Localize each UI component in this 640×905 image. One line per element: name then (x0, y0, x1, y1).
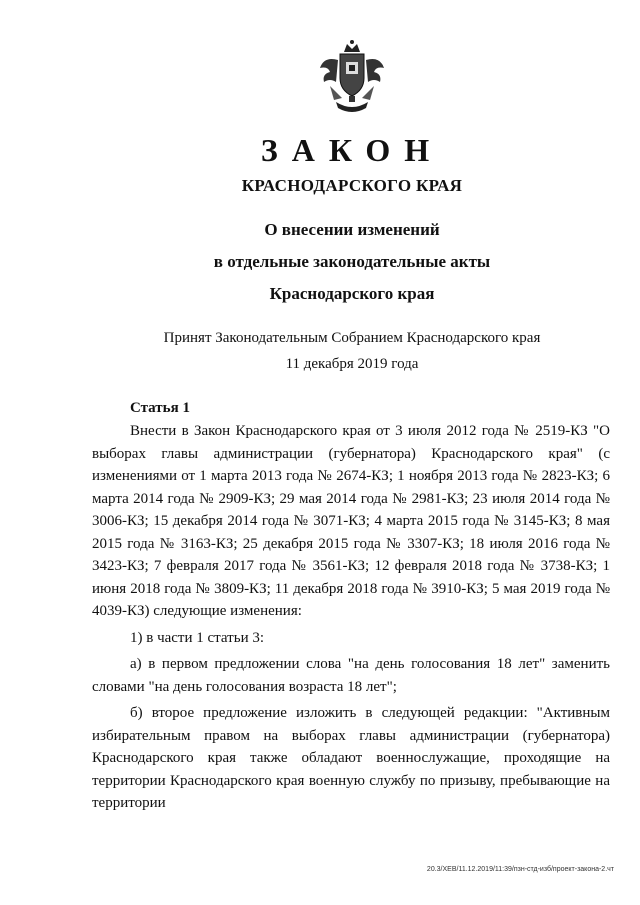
adoption-date: 11 декабря 2019 года (285, 356, 419, 372)
document-footer-code: 20.3/ХЕВ/11.12.2019/11:39/пзн-стд-изб/проект-закона-2.чт (426, 866, 614, 873)
law-type-heading: ЗАКОН (260, 132, 444, 168)
article-paragraph-item-b: б) второе предложение изложить в следующей редакции: "Активным избирательным правом на выборах главы администрации (губернатора) Краснодарского края также обладают военнослужащие, проходящие на территории Краснодарского края военную службу по призыву, пребывающие на территории (92, 705, 610, 811)
article-paragraph-item-a: а) в первом предложении слова "на день голосования 18 лет" заменить словами "на день голосования возраста 18 лет"; (92, 656, 610, 695)
document-title-line-1: О внесении изменений (264, 220, 440, 239)
article-paragraph-item-1: 1) в части 1 статьи 3: (130, 629, 265, 646)
article-body (92, 420, 610, 819)
article-heading: Статья 1 (130, 400, 190, 416)
adoption-statement: Принят Законодательным Собранием Краснодарского края (163, 330, 541, 346)
coat-of-arms-emblem (316, 38, 388, 114)
article-paragraph-intro: Внести в Закон Краснодарского края от 3 июля 2012 года № 2519-КЗ "О выборах главы администрации (губернатора) Краснодарского края" (с изменениями от 1 марта 2013 года № 2674-КЗ; 1 ноября 2013 года № 2823-КЗ; 6 марта 2014 года № 2909-КЗ; 29 мая 2014 года № 2981-КЗ; 23 июля 2014 года № 3006-КЗ; 15 декабря 2014 года № 3071-КЗ; 4 марта 2015 года № 3145-КЗ; 8 мая 2015 года № 3163-КЗ; 25 декабря 2015 года № 3307-КЗ; 18 июля 2016 года № 3423-КЗ; 7 февраля 2017 года № 3561-КЗ; 12 февраля 2018 года № 3738-КЗ; 1 июня 2018 года № 3809-КЗ; 11 декабря 2018 года № 3910-КЗ; 5 мая 2019 года № 4039-КЗ) следующие изменения: (92, 423, 610, 619)
document-title-line-3: Краснодарского края (269, 284, 435, 303)
document-title-line-2: в отдельные законодательные акты (213, 252, 491, 271)
region-heading: КРАСНОДАРСКОГО КРАЯ (241, 176, 463, 195)
